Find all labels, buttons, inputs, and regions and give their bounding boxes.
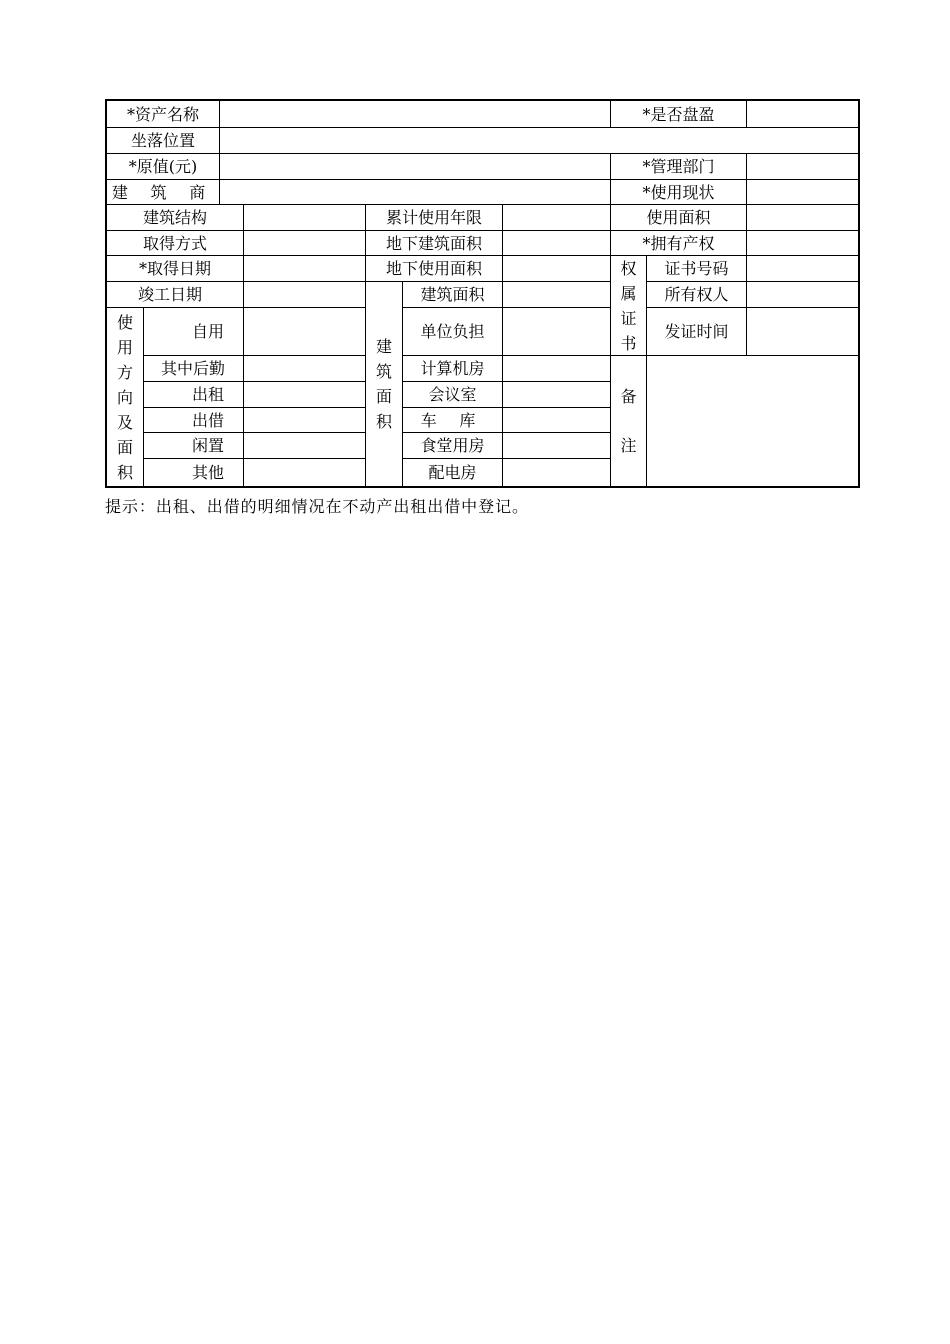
structure-text: 建筑结构 bbox=[142, 208, 207, 227]
issue-time-field[interactable] bbox=[747, 308, 860, 356]
cert-no-text: 证书号码 bbox=[664, 259, 729, 278]
is-surplus-label bbox=[611, 101, 746, 128]
location-label bbox=[107, 128, 219, 154]
grid-line bbox=[107, 281, 611, 282]
grid-line bbox=[610, 153, 611, 486]
accum-years-text: 累计使用年限 bbox=[385, 208, 482, 227]
canteen-field[interactable] bbox=[503, 433, 610, 459]
idle-label bbox=[143, 433, 243, 459]
mgmt-dept-field[interactable] bbox=[747, 154, 860, 180]
grid-line bbox=[402, 432, 611, 433]
remarks-char: 注 bbox=[620, 436, 637, 455]
acquire-date-field[interactable] bbox=[244, 256, 365, 282]
grid-line bbox=[219, 127, 220, 205]
computer-room-field[interactable] bbox=[503, 356, 610, 382]
meeting-room-field[interactable] bbox=[503, 382, 610, 408]
usage-char: 使 bbox=[116, 312, 133, 332]
rent-out-field[interactable] bbox=[244, 382, 365, 408]
other-text: 其他 bbox=[191, 462, 224, 482]
build-area-char: 筑 bbox=[375, 362, 392, 381]
other-field[interactable] bbox=[244, 459, 365, 486]
grid-line bbox=[402, 355, 860, 356]
grid-line bbox=[610, 101, 611, 127]
grid-line bbox=[107, 255, 860, 256]
issue-time-text: 发证时间 bbox=[664, 322, 729, 341]
other-label bbox=[143, 459, 243, 486]
accum-years-label bbox=[366, 205, 502, 231]
underground-use-area-field[interactable] bbox=[503, 256, 610, 282]
remarks-field[interactable] bbox=[647, 356, 860, 486]
acquire-method-label bbox=[107, 231, 243, 256]
self-use-field[interactable] bbox=[244, 308, 365, 356]
remarks-char: 备 bbox=[620, 387, 637, 406]
is-surplus-text: *是否盘盈 bbox=[642, 104, 715, 124]
mgmt-dept-label bbox=[611, 154, 746, 180]
grid-line bbox=[143, 458, 366, 459]
usage-char: 用 bbox=[116, 337, 133, 357]
garage-field[interactable] bbox=[503, 408, 610, 433]
location-text: 坐落位置 bbox=[130, 131, 195, 150]
power-room-text: 配电房 bbox=[428, 462, 477, 482]
build-area-group-label bbox=[366, 282, 402, 486]
owner-label bbox=[647, 282, 746, 308]
grid-line bbox=[646, 256, 647, 486]
asset-name-text: *资产名称 bbox=[126, 104, 199, 124]
location-field[interactable] bbox=[220, 128, 860, 154]
grid-line bbox=[402, 407, 611, 408]
build-area-char: 建 bbox=[375, 337, 392, 356]
grid-line bbox=[646, 307, 860, 308]
is-surplus-field[interactable] bbox=[747, 101, 860, 128]
builder-text: 建 筑 商 bbox=[111, 182, 215, 202]
cert-group-label bbox=[611, 256, 646, 356]
owner-field[interactable] bbox=[747, 282, 860, 308]
cert-char: 证 bbox=[620, 309, 637, 328]
build-area-char: 面 bbox=[375, 387, 392, 406]
cert-no-label bbox=[647, 256, 746, 282]
usage-status-label bbox=[611, 180, 746, 205]
grid-line bbox=[143, 432, 366, 433]
rent-out-text: 出租 bbox=[191, 385, 224, 404]
grid-line bbox=[402, 458, 611, 459]
completion-date-text: 竣工日期 bbox=[138, 285, 203, 304]
asset-name-field[interactable] bbox=[220, 101, 610, 128]
underground-build-area-field[interactable] bbox=[503, 231, 610, 256]
self-use-label bbox=[143, 308, 243, 356]
usage-char: 方 bbox=[116, 362, 133, 382]
unit-burden-text: 单位负担 bbox=[420, 322, 485, 341]
grid-line bbox=[402, 381, 611, 382]
underground-build-area-text: 地下建筑面积 bbox=[385, 233, 482, 253]
grid-line bbox=[107, 307, 366, 308]
grid-line bbox=[143, 355, 366, 356]
underground-build-area-label bbox=[366, 231, 502, 256]
build-area-label bbox=[403, 282, 502, 308]
original-value-text: *原值(元) bbox=[128, 157, 198, 176]
acquire-date-text: *取得日期 bbox=[138, 259, 211, 278]
cert-char: 属 bbox=[620, 284, 637, 303]
grid-line bbox=[646, 281, 860, 282]
underground-use-area-label bbox=[366, 256, 502, 282]
acquire-method-field[interactable] bbox=[244, 231, 365, 256]
computer-room-label bbox=[403, 356, 502, 382]
canteen-label bbox=[403, 433, 502, 459]
power-room-label bbox=[403, 459, 502, 486]
garage-text: 车 库 bbox=[420, 410, 485, 430]
usage-char: 积 bbox=[116, 462, 133, 482]
grid-line bbox=[243, 308, 244, 486]
footnote-tip: 提示：出租、出借的明细情况在不动产出租出借中登记。 bbox=[105, 497, 530, 516]
build-area-char: 积 bbox=[375, 412, 392, 431]
usage-direction-label bbox=[107, 308, 143, 486]
owner-text: 所有权人 bbox=[664, 285, 729, 304]
usage-status-text: *使用现状 bbox=[642, 182, 715, 202]
original-value-label bbox=[107, 154, 219, 180]
grid-line bbox=[219, 101, 220, 127]
build-area-text: 建筑面积 bbox=[420, 285, 485, 304]
grid-line bbox=[143, 381, 366, 382]
grid-line bbox=[402, 307, 611, 308]
usage-char: 面 bbox=[116, 437, 133, 457]
remarks-label bbox=[611, 356, 646, 486]
grid-line bbox=[107, 230, 860, 231]
idle-text: 闲置 bbox=[191, 436, 224, 455]
acquire-method-text: 取得方式 bbox=[142, 233, 207, 253]
lend-out-text: 出借 bbox=[191, 410, 224, 430]
usable-area-field[interactable] bbox=[747, 205, 860, 231]
logistics-field[interactable] bbox=[244, 356, 365, 382]
original-value-field[interactable] bbox=[220, 154, 610, 180]
grid-line bbox=[746, 153, 747, 356]
asset-registration-form bbox=[105, 99, 860, 488]
build-area-field[interactable] bbox=[503, 282, 610, 308]
meeting-room-label bbox=[403, 382, 502, 408]
logistics-text: 其中后勤 bbox=[160, 359, 225, 378]
meeting-room-text: 会议室 bbox=[428, 385, 477, 404]
usage-char: 及 bbox=[116, 412, 133, 432]
cert-char: 书 bbox=[620, 334, 637, 353]
builder-field[interactable] bbox=[220, 180, 610, 205]
ownership-field[interactable] bbox=[747, 231, 860, 256]
canteen-text: 食堂用房 bbox=[420, 436, 485, 455]
asset-name-label bbox=[107, 101, 219, 128]
rent-out-label bbox=[143, 382, 243, 408]
unit-burden-label bbox=[403, 308, 502, 356]
usage-status-field[interactable] bbox=[747, 180, 860, 205]
structure-field[interactable] bbox=[244, 205, 365, 231]
cert-no-field[interactable] bbox=[747, 256, 860, 282]
builder-label bbox=[107, 180, 219, 205]
grid-line bbox=[143, 407, 366, 408]
grid-line bbox=[502, 205, 503, 486]
power-room-field[interactable] bbox=[503, 459, 610, 486]
grid-line bbox=[402, 282, 403, 486]
usable-area-text: 使用面积 bbox=[646, 208, 711, 227]
cert-char: 权 bbox=[620, 259, 637, 278]
acquire-date-label bbox=[107, 256, 243, 282]
garage-label bbox=[403, 408, 502, 433]
unit-burden-field[interactable] bbox=[503, 308, 610, 356]
mgmt-dept-text: *管理部门 bbox=[642, 157, 715, 176]
grid-line bbox=[746, 101, 747, 127]
lend-out-field[interactable] bbox=[244, 408, 365, 433]
structure-label bbox=[107, 205, 243, 231]
grid-line bbox=[365, 205, 366, 486]
ownership-label bbox=[611, 231, 746, 256]
lend-out-label bbox=[143, 408, 243, 433]
accum-years-field[interactable] bbox=[503, 205, 610, 231]
logistics-label bbox=[143, 356, 243, 382]
ownership-text: *拥有产权 bbox=[642, 233, 715, 253]
computer-room-text: 计算机房 bbox=[420, 359, 485, 378]
issue-time-label bbox=[647, 308, 746, 356]
idle-field[interactable] bbox=[244, 433, 365, 459]
self-use-text: 自用 bbox=[191, 322, 224, 341]
completion-date-field[interactable] bbox=[244, 282, 365, 308]
underground-use-area-text: 地下使用面积 bbox=[385, 259, 482, 278]
usage-char: 向 bbox=[116, 387, 133, 407]
grid-line bbox=[243, 205, 244, 308]
grid-line bbox=[143, 308, 144, 486]
usable-area-label bbox=[611, 205, 746, 231]
